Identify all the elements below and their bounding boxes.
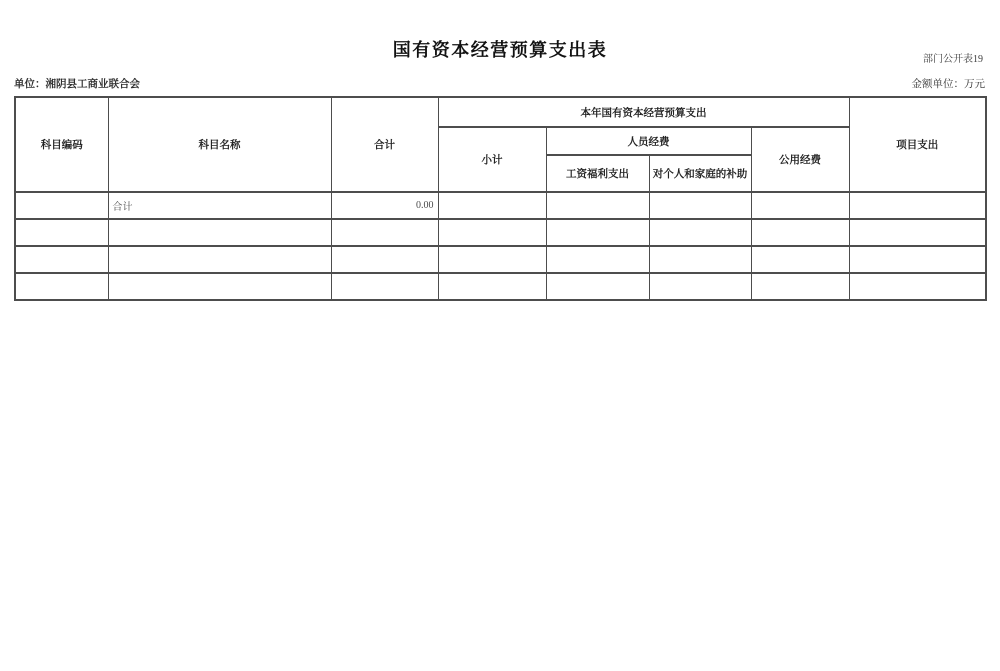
cell-project-expenditure bbox=[849, 219, 986, 246]
meta-row bbox=[14, 76, 985, 91]
unit-label: 单位：湘阴县工商业联合会 bbox=[14, 79, 140, 90]
cell-subject-name bbox=[108, 273, 331, 300]
cell-public-funds bbox=[751, 219, 849, 246]
cell-subtotal bbox=[438, 192, 546, 219]
cell-subtotal bbox=[438, 273, 546, 300]
amount-unit-label: 金额单位：万元 bbox=[911, 79, 985, 90]
document-page bbox=[0, 36, 1000, 301]
col-header-personnel-group: 人员经费 bbox=[546, 127, 751, 155]
cell-total bbox=[331, 219, 438, 246]
cell-subject-name: 合计 bbox=[108, 192, 331, 219]
cell-project-expenditure bbox=[849, 273, 986, 300]
cell-public-funds bbox=[751, 273, 849, 300]
page-title: 国有资本经营预算支出表 bbox=[392, 40, 608, 60]
col-header-subject-name: 科目名称 bbox=[108, 97, 331, 192]
cell-subject-name bbox=[108, 246, 331, 273]
cell-wage-welfare bbox=[546, 192, 649, 219]
corner-note: 部门公开表19 bbox=[923, 54, 983, 65]
cell-subject-code bbox=[15, 246, 108, 273]
col-header-subtotal: 小计 bbox=[438, 127, 546, 192]
table-row bbox=[15, 273, 986, 300]
cell-subtotal bbox=[438, 246, 546, 273]
cell-project-expenditure bbox=[849, 192, 986, 219]
cell-subject-code bbox=[15, 273, 108, 300]
cell-total bbox=[331, 246, 438, 273]
cell-wage-welfare bbox=[546, 273, 649, 300]
cell-wage-welfare bbox=[546, 219, 649, 246]
cell-subject-code bbox=[15, 192, 108, 219]
table-row bbox=[15, 246, 986, 273]
cell-individual-family-subsidy bbox=[649, 219, 751, 246]
table-body bbox=[15, 192, 986, 300]
cell-subject-name bbox=[108, 219, 331, 246]
cell-public-funds bbox=[751, 192, 849, 219]
cell-total bbox=[331, 273, 438, 300]
table-row bbox=[15, 192, 986, 219]
budget-expenditure-table bbox=[14, 96, 987, 301]
col-header-current-year-group: 本年国有资本经营预算支出 bbox=[438, 97, 849, 127]
cell-subtotal bbox=[438, 219, 546, 246]
cell-public-funds bbox=[751, 246, 849, 273]
header-row-1 bbox=[15, 97, 986, 127]
cell-total: 0.00 bbox=[331, 192, 438, 219]
cell-individual-family-subsidy bbox=[649, 192, 751, 219]
col-header-total: 合计 bbox=[331, 97, 438, 192]
col-header-subject-code: 科目编码 bbox=[15, 97, 108, 192]
table-row bbox=[15, 219, 986, 246]
col-header-individual-family-subsidy: 对个人和家庭的补助 bbox=[649, 155, 751, 192]
cell-project-expenditure bbox=[849, 246, 986, 273]
col-header-project-expenditure: 项目支出 bbox=[849, 97, 986, 192]
table-header bbox=[15, 97, 986, 192]
cell-subject-code bbox=[15, 219, 108, 246]
cell-wage-welfare bbox=[546, 246, 649, 273]
cell-individual-family-subsidy bbox=[649, 246, 751, 273]
col-header-public-funds: 公用经费 bbox=[751, 127, 849, 192]
cell-individual-family-subsidy bbox=[649, 273, 751, 300]
col-header-wage-welfare: 工资福利支出 bbox=[546, 155, 649, 192]
